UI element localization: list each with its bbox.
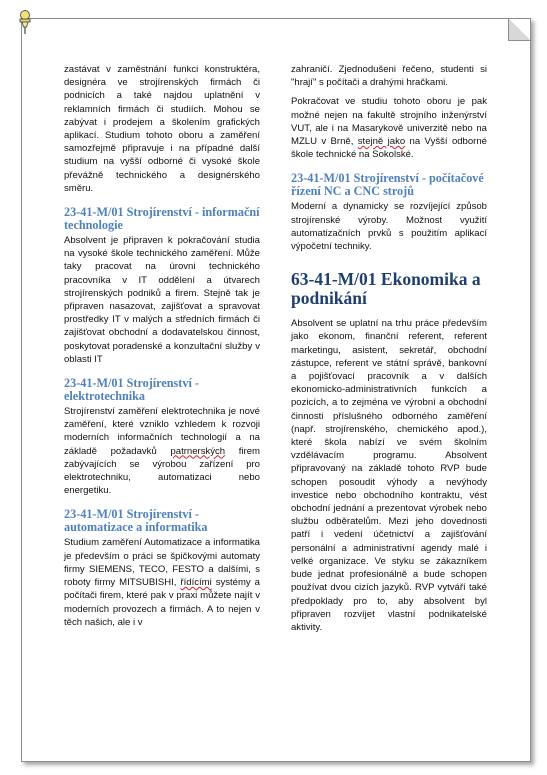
spellcheck-word[interactable]: řídícími	[180, 577, 212, 589]
body-automatizace-informatika	[64, 536, 260, 628]
text-span: Studium zaměření Automatizace a informatika je především o práci se špičkovými automaty firmy SIEMENS, TECO, FESTO a dalšími, s roboty firmy MITSUBISHI,	[64, 537, 260, 589]
heading-elektrotechnika: 23-41-M/01 Strojírenství - elektrotechnika	[64, 376, 199, 404]
body-informacni-technologie: Absolvent je připraven k pokračování studia na vysoké škole technického zaměření. Může taky pracovat na úrovni technického pracovníka v IT oddělení a útvarech strojírenských podniků a firem. Stejně tak je připraven nasazovat, zajišťovat a spravovat prostředky IT v malých a středních firmách či zajišťovat obchodní a dodavatelskou činnost, poskytovat poradenské a konzultační služby v oblasti IT	[64, 235, 260, 365]
text-span: firem zabývajících se výrobou zařízení pro elektrotechniku, automatizaci nebo energetiku.	[64, 445, 261, 497]
pushpin-icon	[14, 9, 36, 35]
page-fold-corner	[508, 19, 530, 41]
body-elektrotechnika	[64, 405, 260, 497]
text-span: Strojírenství zaměření elektrotechnika je nové zaměření, které vzniklo vzhledem k rozvoji moderních informačních technologií a na základě požadavků	[64, 406, 260, 457]
left-column	[64, 63, 260, 636]
right-intro-paragraph-1: zahraničí. Zjednodušeni řečeno, studenti si "hrají" s počítači a drahými hračkami.	[291, 64, 487, 89]
text-span: Pokračovat ve studiu tohoto oboru je pak možné nejen na fakultě strojního inženýrství VUT, ale i na Masarykově univerzitě nebo na MZLU v Brně,	[291, 96, 487, 148]
heading-informacni-technologie: 23-41-M/01 Strojírenství - informační technologie	[64, 205, 260, 233]
heading-ekonomika: 63-41-M/01 Ekonomika a podnikání	[291, 269, 481, 308]
spellcheck-word[interactable]: stejně jako	[357, 136, 406, 148]
right-column	[291, 63, 487, 640]
document-page	[21, 18, 531, 762]
left-intro-paragraph: zastávat v zaměstnání funkci konstruktéra, designéra ve strojírenských firmách či podnicích a také najdou uplatnění v reklamních firmách či studiích. Mohou se zabývat i prodejem a školením grafických aplikací. Studium tohoto oboru a zaměření samozřejmě připravuje i na případné další studium na vyšší odborné či vysoké škole převážně technického a designérského směru.	[64, 64, 260, 194]
text-span: na Vyšší odborné škole technické na Sokolské.	[291, 136, 487, 161]
body-ekonomika: Absolvent se uplatní na trhu práce především jako ekonom, finanční referent, referent marketingu, asistent, sekretář, obchodní zástupce, referent ve státní správě, bankovní a pojišťovací pracovník a v dalších ekonomicko-administrativních funkcích a pozicích, a to zejména ve výrobní a obchodní činnosti příslušného odborného zaměření (např. strojírenského, chemického apod.), které škola nabízí ve svém školním vzdělávacím programu. Absolvent připravovaný na základě tohoto RVP bude schopen posoudit výhody a nevýhody investice nebo obchodního kontraktu, vést obchodní jednání a prezentovat výrobek nebo službu odběratelům. Mezi jeho dovednosti patří i vedení účetnictví a zajišťování personální a administrativní agendy malé i velké organizace. Ve styku se zákazníkem bude jednat profesionálně a bude schopen používat dvou cizích jazyků. RVP vytváří také předpoklady pro to, aby absolvent byl připraven rozvíjet vlastní podnikatelské aktivity.	[291, 318, 487, 633]
right-intro-paragraph-2	[291, 95, 487, 161]
text-span: systémy a počítači firem, které pak v praxi můžete najít v moderních provozech a firmách. A to nejen v těch našich, ale i v	[64, 577, 260, 628]
body-cnc: Moderní a dynamicky se rozvíjející způsob strojírenské výroby. Možnost využití automatizačních prvků s použitím aplikací výpočetní techniky.	[291, 201, 487, 253]
spellcheck-word[interactable]: patrnerských	[170, 445, 226, 457]
heading-automatizace-informatika: 23-41-M/01 Strojírenství - automatizace a informatika	[64, 507, 208, 535]
heading-cnc: 23-41-M/01 Strojírenství - počítačové řízení NC a CNC strojů	[291, 171, 484, 199]
